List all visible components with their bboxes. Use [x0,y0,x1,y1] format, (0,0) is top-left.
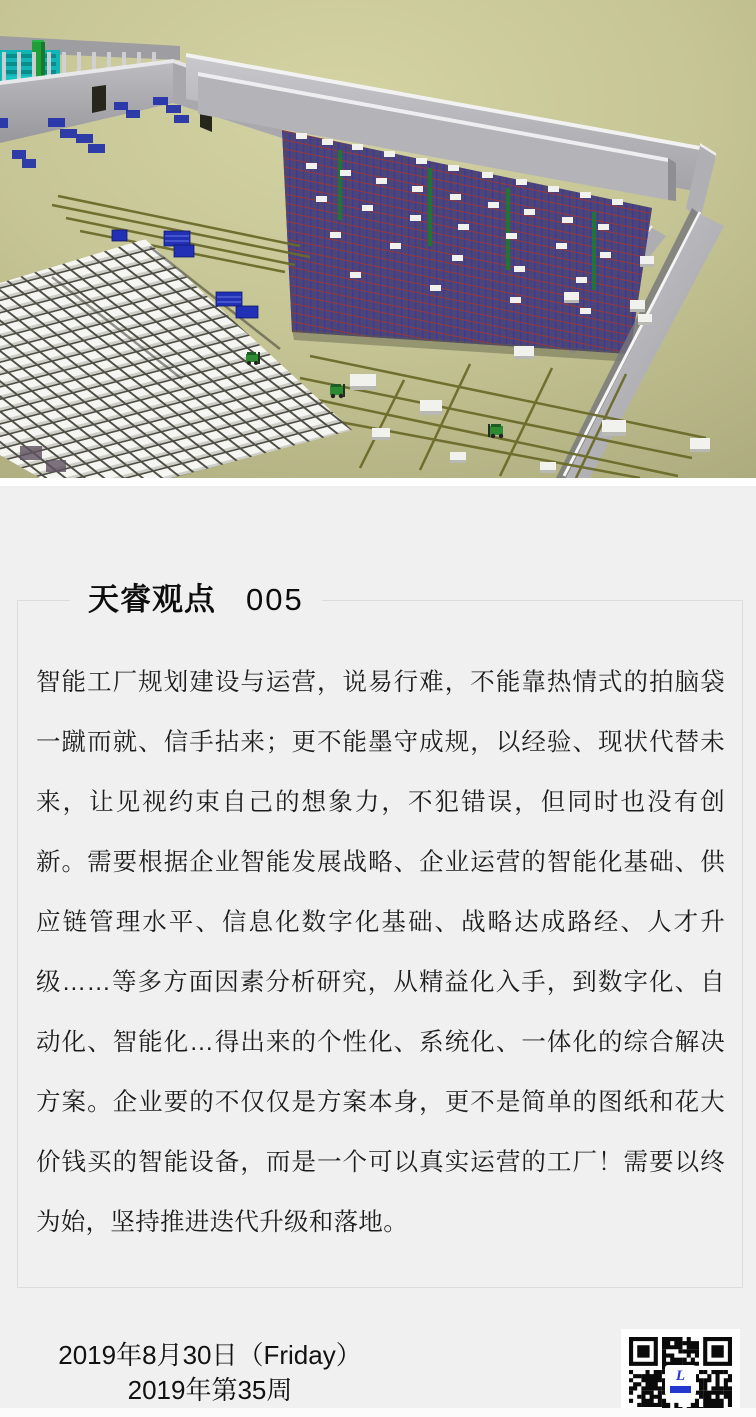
week-line: 2019年第35周 [127,1375,293,1405]
qr-logo-bar [670,1386,691,1393]
article-box [17,582,743,1288]
article-paragraph: 智能工厂规划建设与运营，说易行难，不能靠热情式的拍脑袋一蹴而就、信手拈来；更不能墨守成规，以经验、现状代替未来，让见视约束自己的想象力，不犯错误，但同时也没有创新。需要根据企业智能发展战略、企业运营的智能化基础、供应链管理水平、信息化数字化基础、战略达成路经、人才升级……等多方面因素分析研究，从精益化入手，到数字化、自动化、智能化…得出来的个性化、系统化、一体化的综合解决方案。企业要的不仅仅是方案本身，更不是简单的图纸和花大价钱买的智能设备，而是一个可以真实运营的工厂！需要以终为始，坚持推进迭代升级和落地。 [36,669,725,1236]
qr-logo-letter: L [675,1367,686,1384]
date-line: 2019年8月30日（Friday） [58,1340,362,1370]
title-label: 天睿观点 [88,582,216,617]
separator-band [0,478,756,486]
article-section [0,486,756,1408]
qr-code [621,1329,740,1408]
article-title [70,577,322,623]
factory-render-svg [0,0,756,478]
title-issue-number: 005 [246,582,304,617]
factory-render-image [0,0,756,478]
page-bottom-band [0,1408,756,1417]
footer-date-block [0,1338,420,1408]
qr-center-logo [665,1365,696,1396]
